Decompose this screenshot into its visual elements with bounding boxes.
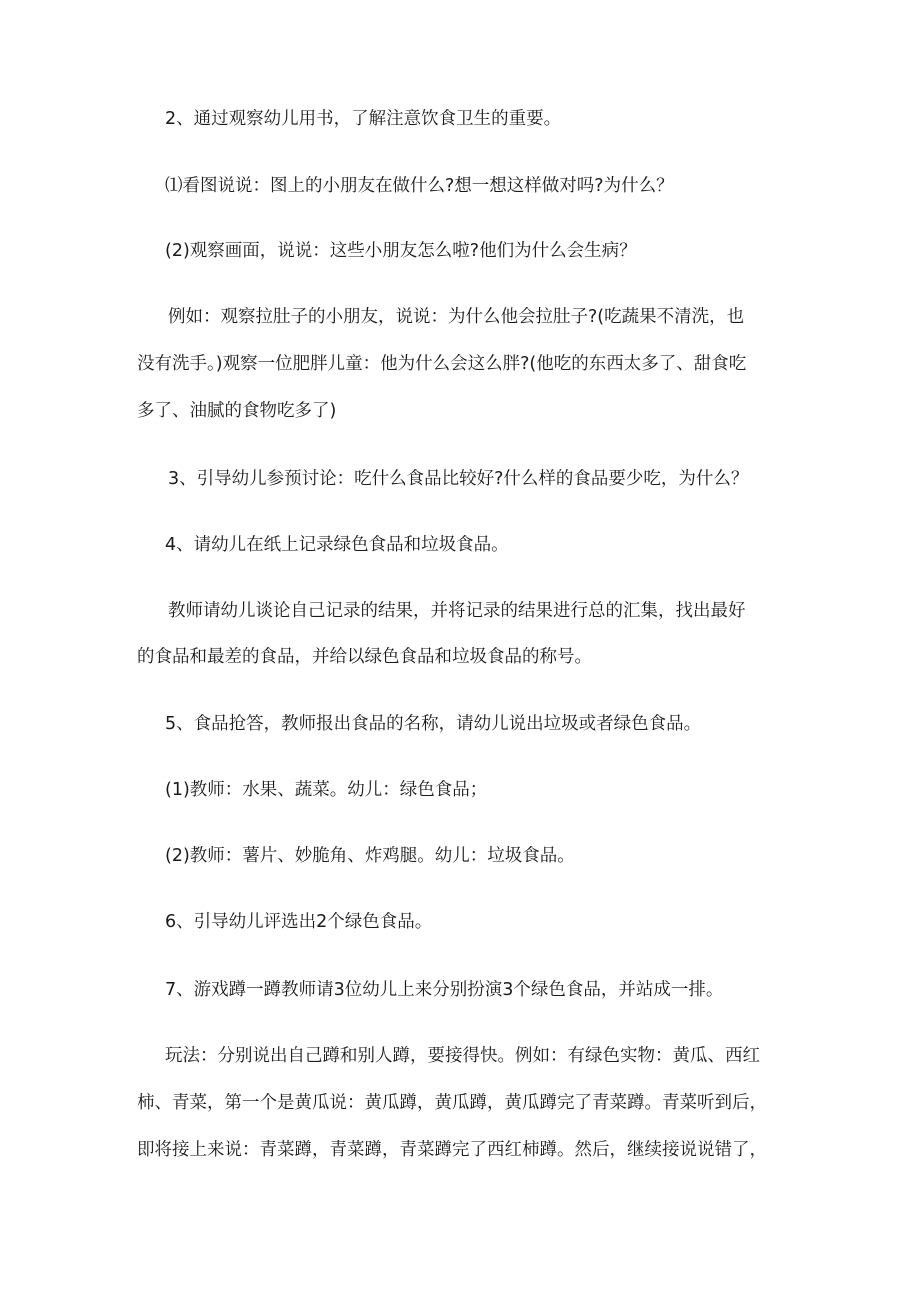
text-line: 的食品和最差的食品，并给以绿色食品和垃圾食品的称号。 bbox=[137, 647, 592, 667]
text-line: 多了、油腻的食物吃多了) bbox=[137, 401, 337, 421]
paragraph-step-4 bbox=[165, 533, 509, 557]
paragraph-step-6 bbox=[165, 910, 432, 934]
text-line: 4、请幼儿在纸上记录绿色食品和垃圾食品。 bbox=[165, 535, 509, 555]
paragraph-step-2-1 bbox=[165, 174, 674, 198]
paragraph-example-line-1 bbox=[168, 305, 744, 329]
text-line: (1)教师：水果、蔬菜。幼儿：绿色食品； bbox=[165, 780, 488, 800]
text-line: (2)观察画面，说说：这些小朋友怎么啦?他们为什么会生病？ bbox=[165, 241, 637, 261]
text-line: 7、游戏蹲一蹲教师请3位幼儿上来分别扮演3个绿色食品，并站成一排。 bbox=[165, 980, 724, 1000]
paragraph-example-line-2 bbox=[137, 352, 746, 376]
paragraph-rules-line-2 bbox=[137, 1091, 767, 1115]
text-line: (2)教师：薯片、妙脆角、炸鸡腿。幼儿：垃圾食品。 bbox=[165, 846, 575, 866]
text-line: 教师请幼儿谈论自己记录的结果，并将记录的结果进行总的汇集，找出最好 bbox=[168, 601, 746, 621]
text-line: 6、引导幼儿评选出2个绿色食品。 bbox=[165, 912, 433, 932]
text-line: ⑴看图说说：图上的小朋友在做什么?想一想这样做对吗?为什么？ bbox=[165, 176, 674, 196]
paragraph-step-5-2 bbox=[165, 844, 575, 868]
text-line: 5、食品抢答，教师报出食品的名称，请幼儿说出垃圾或者绿色食品。 bbox=[165, 714, 702, 734]
paragraph-step-7 bbox=[165, 978, 723, 1002]
paragraph-step-2 bbox=[165, 107, 561, 131]
paragraph-rules-line-1 bbox=[165, 1044, 760, 1068]
paragraph-example-line-3 bbox=[137, 399, 336, 423]
paragraph-step-5 bbox=[165, 712, 701, 736]
paragraph-step-5-1 bbox=[165, 778, 487, 802]
paragraph-rules-line-3 bbox=[137, 1138, 767, 1162]
text-line: 柿、青菜，第一个是黄瓜说：黄瓜蹲，黄瓜蹲，黄瓜蹲完了青菜蹲。青菜听到后， bbox=[137, 1093, 767, 1113]
text-line: 玩法：分别说出自己蹲和别人蹲，要接得快。例如：有绿色实物：黄瓜、西红 bbox=[165, 1046, 760, 1066]
paragraph-step-3 bbox=[168, 467, 748, 491]
text-line: 没有洗手。)观察一位肥胖儿童：他为什么会这么胖?(他吃的东西太多了、甜食吃 bbox=[137, 354, 747, 374]
text-line: 2、通过观察幼儿用书，了解注意饮食卫生的重要。 bbox=[165, 109, 562, 129]
text-line: 例如：观察拉肚子的小朋友，说说：为什么他会拉肚子?(吃蔬果不清洗，也 bbox=[168, 307, 745, 327]
text-line: 即将接上来说：青菜蹲，青菜蹲，青菜蹲完了西红柿蹲。然后，继续接说说错了， bbox=[137, 1140, 767, 1160]
paragraph-step-2-2 bbox=[165, 239, 637, 263]
paragraph-record-line-2 bbox=[137, 645, 592, 669]
text-line: 3、引导幼儿参预讨论：吃什么食品比较好?什么样的食品要少吃，为什么？ bbox=[168, 469, 749, 489]
paragraph-record-line-1 bbox=[168, 599, 746, 623]
